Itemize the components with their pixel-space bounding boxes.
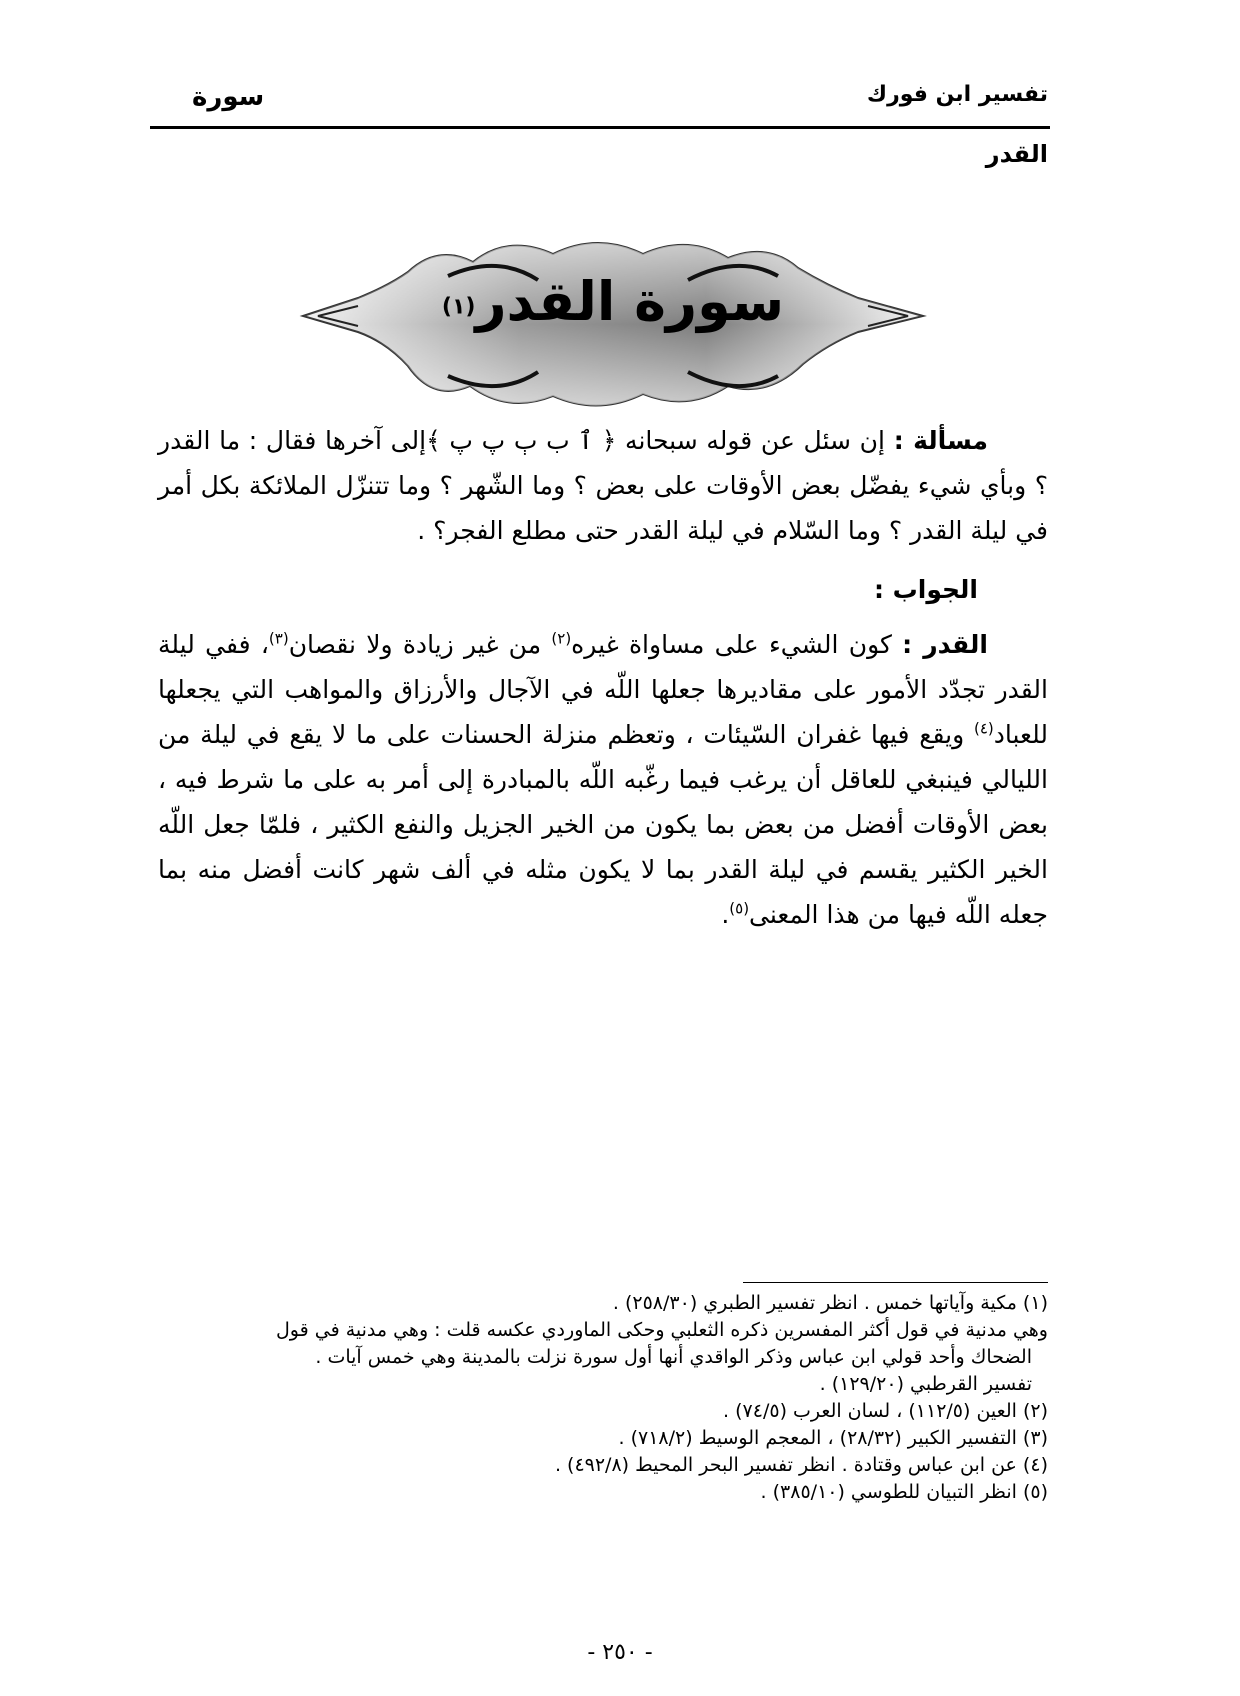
answer-text-5: . bbox=[721, 900, 730, 929]
question-paragraph bbox=[158, 418, 1048, 553]
running-header-book-title: تفسير ابن فورك bbox=[866, 82, 1048, 107]
answer-heading: الجواب : bbox=[873, 575, 978, 604]
footnote-ref-3: (٣) bbox=[268, 629, 289, 648]
answer-text-1: كون الشيء على مساواة غيره bbox=[571, 630, 903, 659]
surah-title: سورة القدر bbox=[475, 270, 785, 333]
header-rule bbox=[150, 126, 1050, 129]
running-header-surah-label: سورة bbox=[192, 82, 265, 112]
footnote-3: (٣) التفسير الكبير (٢٨/٣٢) ، المعجم الوسيط (٧١٨/٢) . bbox=[618, 1427, 1048, 1449]
surah-title-banner bbox=[298, 236, 928, 426]
footnote-1-continued-3: تفسير القرطبي (١٢٩/٢٠) . bbox=[819, 1373, 1032, 1395]
answer-term: القدر : bbox=[902, 630, 988, 659]
footnote-4: (٤) عن ابن عباس وقتادة . انظر تفسير البحر المحيط (٤٩٢/٨) . bbox=[554, 1454, 1048, 1476]
answer-text-2: من غير زيادة ولا نقصان bbox=[288, 630, 552, 659]
main-text bbox=[158, 418, 1048, 937]
answer-text-4: ويقع فيها غفران السّيئات ، وتعظم منزلة الحسنات على ما لا يقع في ليلة من الليالي فينبغي للعاقل أن يرغب فيما رغّبه اللّه بالمبادرة إلى أمر به على ما شرط فيه ، بعض الأوقات أفضل من بعض بما يكون من الخير الجزيل والنفع الكثير ، فلمّا جعل اللّه الخير الكثير يقسم في ليلة القدر بما لا يكون مثله في ألف شهر كانت أفضل منه بما جعله اللّه فيها من هذا المعنى bbox=[158, 720, 1048, 929]
footnotes bbox=[158, 1290, 1048, 1506]
footnote-1-continued: وهي مدنية في قول أكثر المفسرين ذكره الثعلبي وحكى الماوردي عكسه قلت : وهي مدنية في قول bbox=[276, 1319, 1048, 1341]
running-header-surah-name: القدر bbox=[985, 140, 1048, 168]
answer-text-3: ، ففي ليلة القدر تجدّد الأمور على مقاديرها جعلها اللّه في الآجال والأرزاق والمواهب التي يجعلها للعباد bbox=[158, 630, 1048, 749]
footnote-ref-2: (٢) bbox=[551, 629, 572, 648]
page-number: - ٢٥٠ - bbox=[587, 1640, 653, 1665]
question-label: مسألة : bbox=[893, 426, 988, 455]
question-text: إن سئل عن قوله سبحانه ﴿ ٱ ب ٻ پ پ ﴾إلى آخرها فقال : ما القدر ؟ وبأي شيء يفضّل بعض الأوقات على بعض ؟ وما الشّهر ؟ وما تتنزّل الملائكة بكل أمر في ليلة القدر ؟ وما السّلام في ليلة القدر حتى مطلع الفجر؟ . bbox=[158, 426, 1048, 545]
footnote-2: (٢) العين (١١٢/٥) ، لسان العرب (٧٤/٥) . bbox=[723, 1400, 1048, 1422]
footnote-ref-4: (٤) bbox=[973, 719, 994, 738]
footnote-1-continued-2: الضحاك وأحد قولي ابن عباس وذكر الواقدي أنها أول سورة نزلت بالمدينة وهي خمس آيات . bbox=[315, 1346, 1032, 1368]
footnote-ref-5: (٥) bbox=[729, 899, 750, 918]
answer-paragraph bbox=[158, 622, 1048, 937]
footnote-1: (١) مكية وآياتها خمس . انظر تفسير الطبري (٢٥٨/٣٠) . bbox=[612, 1292, 1048, 1314]
footnote-5: (٥) انظر التبيان للطوسي (٣٨٥/١٠) . bbox=[760, 1481, 1048, 1503]
surah-title-footnote-mark: (١) bbox=[441, 294, 476, 320]
footnote-separator bbox=[743, 1282, 1048, 1283]
